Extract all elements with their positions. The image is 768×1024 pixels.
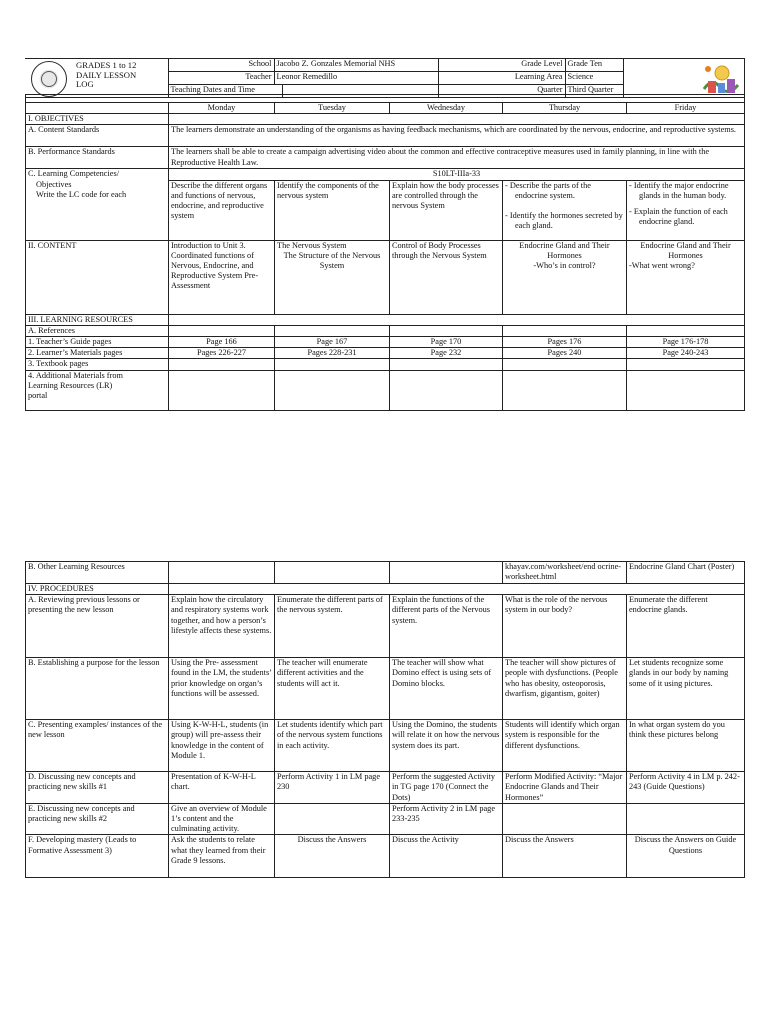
performance-standards-text: The learners shall be able to create a campaign advertising video about the common and effective contraceptive measures used in family planning, in line with the Reproductive Health Law. (169, 147, 745, 169)
lm-page-thursday: Pages 240 (503, 348, 627, 359)
procedure-c-monday: Using K-W-H-L, students (in group) will pre-assess their knowledge in the content of Module 1. (169, 720, 275, 772)
days-corner (26, 103, 169, 114)
lm-page-tuesday: Pages 228-231 (275, 348, 390, 359)
procedure-e-friday (627, 803, 745, 835)
tg-page-friday: Page 176-178 (627, 337, 745, 348)
content-standards-label: A. Content Standards (26, 125, 169, 147)
day-thursday: Thursday (503, 103, 627, 114)
dll-title-block (25, 59, 168, 98)
procedure-f-wednesday: Discuss the Activity (390, 835, 503, 878)
lm-page-friday: Page 240-243 (627, 348, 745, 359)
content-monday: Introduction to Unit 3. Coordinated functions of Nervous, Endocrine, and Reproductive System Pre-Assessment (169, 240, 275, 314)
procedure-e-wednesday: Perform Activity 2 in LM page 233-235 (390, 803, 503, 835)
quarter-label: Quarter (438, 85, 565, 98)
procedure-a-friday: Enumerate the different endocrine glands. (627, 595, 745, 658)
procedure-a-tuesday: Enumerate the different parts of the nervous system. (275, 595, 390, 658)
teaching-dates-label: Teaching Dates and Time (168, 85, 282, 98)
other-resources-thursday: khayav.com/worksheet/end ocrine-worksheet.html (503, 562, 627, 584)
references-label: A. References (26, 325, 169, 336)
procedure-c-friday: In what organ system do you think these pictures belong (627, 720, 745, 772)
lm-page-wednesday: Page 232 (390, 348, 503, 359)
teacher-label: Teacher (168, 72, 274, 85)
procedure-a-wednesday: Explain the functions of the different parts of the Nervous system. (390, 595, 503, 658)
procedure-c-tuesday: Let students identify which part of the nervous system functions in each activity. (275, 720, 390, 772)
procedure-d-label: D. Discussing new concepts and practicing new skills #1 (26, 772, 169, 804)
procedure-c-wednesday: Using the Domino, the students will relate it on how the nervous system does its part. (390, 720, 503, 772)
procedure-a-label: A. Reviewing previous lessons or presenting the new lesson (26, 595, 169, 658)
objectives-heading: I. OBJECTIVES (26, 114, 169, 125)
procedure-b-monday: Using the Pre- assessment found in the LM, the students’ prior knowledge on organ’s functions will be assessed. (169, 658, 275, 720)
procedure-b-friday: Let students recognize some glands in our body by naming some of it using pictures. (627, 658, 745, 720)
content-standards-text: The learners demonstrate an understanding of the organisms as having feedback mechanisms, which are coordinated by the nervous, endocrine, and reproductive systems. (169, 125, 745, 147)
dll-main-table (25, 94, 745, 411)
procedure-d-wednesday: Perform the suggested Activity in TG page 170 (Connect the Dots) (390, 772, 503, 804)
procedure-c-thursday: Students will identify which organ system is responsible for the different dysfunctions. (503, 720, 627, 772)
lc-code: S10LT-IIIa-33 (169, 169, 745, 180)
procedure-b-tuesday: The teacher will enumerate different activities and the students will act it. (275, 658, 390, 720)
learning-competencies-label: C. Learning Competencies/ Objectives Write the LC code for each (26, 169, 169, 240)
content-wednesday: Control of Body Processes through the Nervous System (390, 240, 503, 314)
teachers-guide-label: 1. Teacher’s Guide pages (26, 337, 169, 348)
procedure-e-thursday (503, 803, 627, 835)
deped-seal-icon (31, 61, 67, 97)
procedure-d-thursday: Perform Modified Activity: “Major Endocrine Glands and Their Hormones” (503, 772, 627, 804)
performance-standards-label: B. Performance Standards (26, 147, 169, 169)
procedure-f-tuesday: Discuss the Answers (275, 835, 390, 878)
day-friday: Friday (627, 103, 745, 114)
school-value: Jacobo Z. Gonzales Memorial NHS (274, 59, 438, 72)
other-resources-label: B. Other Learning Resources (26, 562, 169, 584)
learning-area-label: Learning Area (438, 72, 565, 85)
lc-tuesday: Identify the components of the nervous system (275, 180, 390, 240)
procedure-f-thursday: Discuss the Answers (503, 835, 627, 878)
procedure-e-tuesday (275, 803, 390, 835)
procedure-b-label: B. Establishing a purpose for the lesson (26, 658, 169, 720)
procedure-e-label: E. Discussing new concepts and practicing new skills #2 (26, 803, 169, 835)
procedure-b-thursday: The teacher will show pictures of people with dysfunctions. (People who has obesity, osteoporosis, dwarfism, gigantism, goiter) (503, 658, 627, 720)
learners-materials-label: 2. Learner’s Materials pages (26, 348, 169, 359)
tg-page-thursday: Pages 176 (503, 337, 627, 348)
teacher-value: Leonor Remedillo (274, 72, 438, 85)
procedure-e-monday: Give an overview of Module 1’s content and the culminating activity. (169, 803, 275, 835)
quarter-value: Third Quarter (565, 85, 623, 98)
content-tuesday: The Nervous System The Structure of the Nervous System (275, 240, 390, 314)
learning-resources-heading: III. LEARNING RESOURCES (26, 314, 169, 325)
procedure-b-wednesday: The teacher will show what Domino effect is using sets of Domino blocks. (390, 658, 503, 720)
procedure-d-friday: Perform Activity 4 in LM p. 242-243 (Guide Questions) (627, 772, 745, 804)
lc-monday: Describe the different organs and functions of nervous, endocrine, and reproductive system (169, 180, 275, 240)
title-line-3: LOG (76, 79, 94, 90)
school-label: School (168, 59, 274, 72)
procedure-a-thursday: What is the role of the nervous system in our body? (503, 595, 627, 658)
tg-page-tuesday: Page 167 (275, 337, 390, 348)
day-wednesday: Wednesday (390, 103, 503, 114)
content-thursday: Endocrine Gland and Their Hormones -Who’s in control? (503, 240, 627, 314)
dll-header-table (25, 58, 745, 98)
procedure-d-tuesday: Perform Activity 1 in LM page 230 (275, 772, 390, 804)
procedure-d-monday: Presentation of K-W-H-L chart. (169, 772, 275, 804)
title-line-1: GRADES 1 to 12 (76, 60, 137, 70)
procedure-a-monday: Explain how the circulatory and respiratory systems work together, and how a person’s lifestyle affects these systems. (169, 595, 275, 658)
tg-page-wednesday: Page 170 (390, 337, 503, 348)
grade-level-label: Grade Level (438, 59, 565, 72)
day-monday: Monday (169, 103, 275, 114)
procedures-heading: IV. PROCEDURES (26, 584, 169, 595)
tg-page-monday: Page 166 (169, 337, 275, 348)
textbook-pages-label: 3. Textbook pages (26, 359, 169, 370)
grade-level-value: Grade Ten (565, 59, 623, 72)
day-tuesday: Tuesday (275, 103, 390, 114)
procedure-c-label: C. Presenting examples/ instances of the new lesson (26, 720, 169, 772)
content-friday: Endocrine Gland and Their Hormones -What went wrong? (627, 240, 745, 314)
procedure-f-label: F. Developing mastery (Leads to Formative Assessment 3) (26, 835, 169, 878)
dll-procedures-table (25, 561, 745, 878)
title-line-2: DAILY LESSON (76, 69, 137, 80)
content-label: II. CONTENT (26, 240, 169, 314)
lc-thursday: - Describe the parts of the endocrine system. - Identify the hormones secreted by each gland. (503, 180, 627, 240)
additional-materials-label: 4. Additional Materials from Learning Resources (LR) portal (26, 370, 169, 410)
lm-page-monday: Pages 226-227 (169, 348, 275, 359)
other-resources-friday: Endocrine Gland Chart (Poster) (627, 562, 745, 584)
lc-wednesday: Explain how the body processes are controlled through the nervous System (390, 180, 503, 240)
procedure-f-monday: Ask the students to relate what they learned from their Grade 9 lessons. (169, 835, 275, 878)
corner-illustration-icon (700, 59, 740, 99)
procedure-f-friday: Discuss the Answers on Guide Questions (627, 835, 745, 878)
lc-friday: - Identify the major endocrine glands in the human body. - Explain the function of each endocrine gland. (627, 180, 745, 240)
learning-area-value: Science (565, 72, 623, 85)
